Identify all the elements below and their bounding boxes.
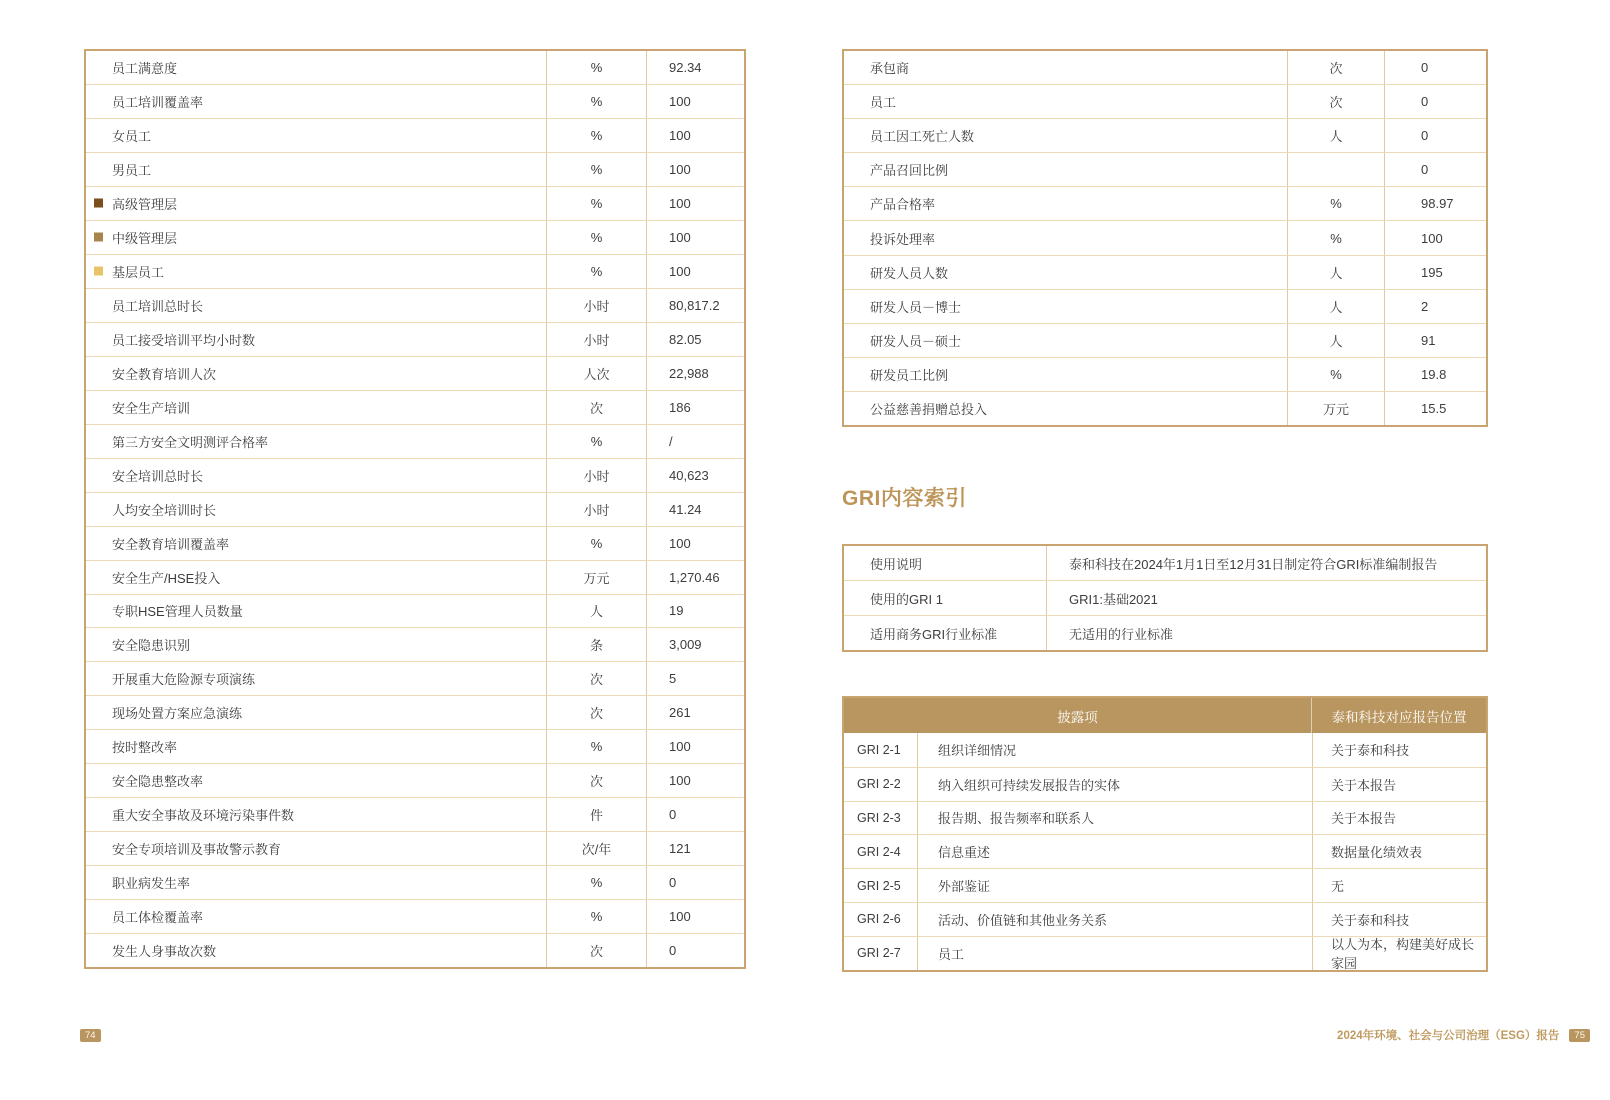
table-row xyxy=(86,526,744,560)
metric-label-text: 产品合格率 xyxy=(870,197,936,213)
metric-label-text: 男员工 xyxy=(112,162,152,178)
metric-label xyxy=(844,153,1287,186)
metric-label xyxy=(86,798,546,831)
footer-report-title: 2024年环境、社会与公司治理（ESG）报告 xyxy=(1337,1030,1560,1042)
metric-value: 41.24 xyxy=(646,493,744,526)
info-label: 使用的GRI 1 xyxy=(870,591,943,607)
legend-square-icon xyxy=(94,267,103,276)
gri-disclosure-item: 报告期、报告频率和联系人 xyxy=(917,802,1312,835)
metric-unit: % xyxy=(546,187,646,220)
metric-value: 100 xyxy=(646,85,744,118)
table-row xyxy=(844,84,1486,118)
metric-unit: 次 xyxy=(546,662,646,695)
metric-value: 100 xyxy=(646,255,744,288)
page-number-left: 74 xyxy=(80,1029,101,1042)
gri-code: GRI 2-6 xyxy=(857,912,901,927)
metric-label-text: 员工 xyxy=(870,95,897,111)
metric-label xyxy=(86,119,546,152)
table-row xyxy=(844,289,1486,323)
metric-unit: 万元 xyxy=(546,561,646,594)
metric-value: 186 xyxy=(646,391,744,424)
metric-unit: % xyxy=(546,730,646,763)
metric-unit: 小时 xyxy=(546,493,646,526)
table-row xyxy=(844,801,1486,835)
legend-square-icon xyxy=(94,233,103,242)
metric-label-text: 产品召回比例 xyxy=(870,163,949,179)
metric-value: 0 xyxy=(646,934,744,967)
metric-value: 40,623 xyxy=(646,459,744,492)
metric-value: / xyxy=(646,425,744,458)
metric-unit: 人 xyxy=(1287,290,1384,323)
metric-label xyxy=(86,934,546,967)
metric-label xyxy=(844,392,1287,425)
metric-value: 22,988 xyxy=(646,357,744,390)
metric-unit: % xyxy=(546,900,646,933)
table-row xyxy=(86,627,744,661)
disclosure-table-body xyxy=(844,733,1486,970)
metric-label-text: 承包商 xyxy=(870,61,910,77)
table-row xyxy=(844,186,1486,220)
metric-unit xyxy=(1287,153,1384,186)
table-row xyxy=(86,152,744,186)
metric-unit: 次 xyxy=(546,391,646,424)
table-row xyxy=(844,733,1486,767)
table-row xyxy=(86,763,744,797)
metric-unit: % xyxy=(546,85,646,118)
gri-report-location: 关于泰和科技 xyxy=(1312,903,1486,936)
info-value: GRI1:基础2021 xyxy=(1046,581,1486,615)
metric-unit: % xyxy=(546,153,646,186)
metric-unit: % xyxy=(546,425,646,458)
metric-label-text: 女员工 xyxy=(112,128,152,144)
info-label: 使用说明 xyxy=(870,556,923,572)
table-row xyxy=(844,615,1486,650)
metric-value: 0 xyxy=(1384,119,1486,152)
metric-label xyxy=(86,493,546,526)
gri-report-location: 关于本报告 xyxy=(1312,768,1486,801)
metric-unit: 次 xyxy=(546,696,646,729)
metric-label-text: 安全教育培训覆盖率 xyxy=(112,536,230,552)
metric-label xyxy=(86,85,546,118)
table-row xyxy=(844,391,1486,425)
metric-value: 100 xyxy=(646,119,744,152)
metric-label-text: 员工接受培训平均小时数 xyxy=(112,332,256,348)
metric-unit: 次/年 xyxy=(546,832,646,865)
metric-label xyxy=(86,866,546,899)
metric-label-text: 开展重大危险源专项演练 xyxy=(112,672,256,688)
metric-label-text: 研发人员－硕士 xyxy=(870,333,962,349)
metric-label-text: 公益慈善捐赠总投入 xyxy=(870,401,988,417)
info-label: 适用商务GRI行业标准 xyxy=(870,626,998,642)
metric-label-text: 员工体检覆盖率 xyxy=(112,910,204,926)
table-row xyxy=(844,902,1486,936)
metric-label xyxy=(86,255,546,288)
table-row xyxy=(844,834,1486,868)
metric-unit: % xyxy=(1287,187,1384,220)
metric-label xyxy=(86,696,546,729)
metric-unit: % xyxy=(546,866,646,899)
metric-label xyxy=(844,221,1287,254)
disclosure-table-header xyxy=(844,698,1486,733)
gri-code: GRI 2-5 xyxy=(857,878,901,893)
table-row xyxy=(86,84,744,118)
table-row xyxy=(86,933,744,967)
metric-label-text: 研发人员人数 xyxy=(870,265,949,281)
metric-label-text: 研发员工比例 xyxy=(870,367,949,383)
disclosure-column-header: 披露项 xyxy=(844,698,1312,733)
metric-unit: 人 xyxy=(1287,324,1384,357)
metric-label-text: 中级管理层 xyxy=(112,230,178,246)
metric-value: 92.34 xyxy=(646,51,744,84)
metric-value: 100 xyxy=(646,187,744,220)
gri-disclosure-item: 员工 xyxy=(917,937,1312,970)
metric-label-text: 安全生产培训 xyxy=(112,400,191,416)
gri-section-heading: GRI内容索引 xyxy=(842,487,967,510)
metric-value: 100 xyxy=(646,730,744,763)
metric-value: 100 xyxy=(646,764,744,797)
employee-safety-metrics-table xyxy=(84,49,746,969)
gri-code: GRI 2-4 xyxy=(857,844,901,859)
metric-label-text: 安全隐患识别 xyxy=(112,638,191,654)
table-row xyxy=(844,152,1486,186)
metric-unit: 人 xyxy=(1287,256,1384,289)
metric-label xyxy=(86,289,546,322)
gri-report-location: 数据量化绩效表 xyxy=(1312,835,1486,868)
metric-label xyxy=(86,221,546,254)
metric-label xyxy=(86,628,546,661)
table-row xyxy=(86,51,744,84)
metric-label-text: 投诉处理率 xyxy=(870,231,936,247)
metric-value: 82.05 xyxy=(646,323,744,356)
metric-unit: % xyxy=(546,221,646,254)
info-value: 无适用的行业标准 xyxy=(1046,616,1486,650)
metric-label-text: 员工培训总时长 xyxy=(112,298,204,314)
table-row xyxy=(844,580,1486,615)
gri-report-location: 关于泰和科技 xyxy=(1312,733,1486,767)
metric-value: 98.97 xyxy=(1384,187,1486,220)
metric-label xyxy=(86,153,546,186)
gri-disclosure-item: 纳入组织可持续发展报告的实体 xyxy=(917,768,1312,801)
table-row xyxy=(86,865,744,899)
metric-unit: 次 xyxy=(1287,51,1384,84)
table-row xyxy=(86,695,744,729)
table-row xyxy=(86,288,744,322)
gri-disclosure-item: 组织详细情况 xyxy=(917,733,1312,767)
metric-value: 19.8 xyxy=(1384,358,1486,391)
metric-label xyxy=(844,85,1287,118)
table-row xyxy=(86,390,744,424)
legend-square-icon xyxy=(94,199,103,208)
metric-label xyxy=(844,187,1287,220)
metric-label xyxy=(86,662,546,695)
metric-value: 0 xyxy=(1384,51,1486,84)
gri-code: GRI 2-3 xyxy=(857,810,901,825)
table-row xyxy=(86,118,744,152)
metric-value: 5 xyxy=(646,662,744,695)
metric-label xyxy=(844,290,1287,323)
metric-label-text: 第三方安全文明测评合格率 xyxy=(112,434,269,450)
metric-unit: 小时 xyxy=(546,459,646,492)
metric-label xyxy=(86,832,546,865)
metric-value: 1,270.46 xyxy=(646,561,744,594)
table-row xyxy=(86,492,744,526)
metric-label xyxy=(86,323,546,356)
metric-value: 100 xyxy=(646,527,744,560)
gri-disclosure-item: 活动、价值链和其他业务关系 xyxy=(917,903,1312,936)
gri-report-location: 无 xyxy=(1312,869,1486,902)
table-row xyxy=(844,118,1486,152)
metric-unit: 小时 xyxy=(546,323,646,356)
gri-report-location: 关于本报告 xyxy=(1312,802,1486,835)
metric-label xyxy=(86,459,546,492)
metric-label xyxy=(86,51,546,84)
metric-value: 15.5 xyxy=(1384,392,1486,425)
metric-value: 0 xyxy=(1384,153,1486,186)
metric-label-text: 基层员工 xyxy=(112,264,165,280)
metric-unit: 次 xyxy=(1287,85,1384,118)
metric-label xyxy=(86,357,546,390)
metric-label-text: 员工因工死亡人数 xyxy=(870,129,975,145)
metric-label xyxy=(844,51,1287,84)
metric-label xyxy=(86,900,546,933)
metric-label-text: 安全专项培训及事故警示教育 xyxy=(112,842,282,858)
metric-label-text: 按时整改率 xyxy=(112,740,178,756)
metric-unit: 件 xyxy=(546,798,646,831)
table-row xyxy=(86,797,744,831)
metric-unit: 人次 xyxy=(546,357,646,390)
table-row xyxy=(844,255,1486,289)
table-row xyxy=(844,357,1486,391)
metric-label xyxy=(86,561,546,594)
gri-disclosure-table xyxy=(842,696,1488,972)
metric-label xyxy=(86,187,546,220)
gri-disclosure-item: 信息重述 xyxy=(917,835,1312,868)
table-row xyxy=(86,458,744,492)
table-row xyxy=(86,322,744,356)
gri-code: GRI 2-7 xyxy=(857,946,901,961)
table-row xyxy=(844,546,1486,580)
metric-value: 100 xyxy=(646,900,744,933)
metric-label-text: 职业病发生率 xyxy=(112,876,191,892)
metric-unit: % xyxy=(546,255,646,288)
metric-unit: 次 xyxy=(546,934,646,967)
table-row xyxy=(86,831,744,865)
gri-usage-table xyxy=(842,544,1488,652)
gri-disclosure-item: 外部鉴证 xyxy=(917,869,1312,902)
table-row xyxy=(86,186,744,220)
product-rnd-charity-metrics-table xyxy=(842,49,1488,427)
metric-label-text: 人均安全培训时长 xyxy=(112,502,217,518)
metric-label xyxy=(86,595,546,628)
metric-label-text: 员工满意度 xyxy=(112,60,178,76)
metric-value: 121 xyxy=(646,832,744,865)
metric-label xyxy=(86,391,546,424)
table-row xyxy=(844,323,1486,357)
metric-label-text: 研发人员－博士 xyxy=(870,299,962,315)
table-row xyxy=(86,899,744,933)
metric-value: 19 xyxy=(646,595,744,628)
table-row xyxy=(86,729,744,763)
metric-value: 2 xyxy=(1384,290,1486,323)
metric-label-text: 安全生产/HSE投入 xyxy=(112,570,221,586)
metric-label xyxy=(86,764,546,797)
metric-unit: 条 xyxy=(546,628,646,661)
page-number-right: 75 xyxy=(1569,1029,1590,1042)
metric-value: 0 xyxy=(646,798,744,831)
table-row xyxy=(844,51,1486,84)
metric-label xyxy=(844,324,1287,357)
metric-value: 0 xyxy=(1384,85,1486,118)
table-row xyxy=(844,868,1486,902)
metric-value: 100 xyxy=(646,221,744,254)
table-row xyxy=(86,661,744,695)
metric-value: 100 xyxy=(1384,221,1486,254)
metric-value: 0 xyxy=(646,866,744,899)
metric-label xyxy=(86,425,546,458)
metric-label-text: 员工培训覆盖率 xyxy=(112,94,204,110)
metric-unit: % xyxy=(546,527,646,560)
metric-label xyxy=(844,256,1287,289)
gri-code: GRI 2-2 xyxy=(857,777,901,792)
location-column-header: 泰和科技对应报告位置 xyxy=(1331,709,1467,725)
metric-value: 91 xyxy=(1384,324,1486,357)
metric-label xyxy=(86,730,546,763)
metric-label-text: 高级管理层 xyxy=(112,196,178,212)
metric-unit: 人 xyxy=(546,595,646,628)
info-value: 泰和科技在2024年1月1日至12月31日制定符合GRI标准编制报告 xyxy=(1046,546,1486,580)
metric-label-text: 发生人身事故次数 xyxy=(112,944,217,960)
gri-code: GRI 2-1 xyxy=(857,742,901,757)
metric-unit: % xyxy=(1287,358,1384,391)
table-row xyxy=(844,936,1486,970)
metric-label-text: 专职HSE管理人员数量 xyxy=(112,604,243,620)
metric-unit: % xyxy=(546,119,646,152)
metric-unit: 人 xyxy=(1287,119,1384,152)
metric-unit: 次 xyxy=(546,764,646,797)
metric-label-text: 安全教育培训人次 xyxy=(112,366,217,382)
metric-unit: 万元 xyxy=(1287,392,1384,425)
table-row xyxy=(86,424,744,458)
table-row xyxy=(86,254,744,288)
metric-unit: % xyxy=(546,51,646,84)
report-footer xyxy=(1337,1027,1590,1043)
metric-label-text: 重大安全事故及环境污染事件数 xyxy=(112,808,295,824)
metric-value: 100 xyxy=(646,153,744,186)
gri-report-location: 以人为本，构建美好成长家园 xyxy=(1312,937,1486,970)
metric-label xyxy=(86,527,546,560)
metric-value: 3,009 xyxy=(646,628,744,661)
metric-unit: % xyxy=(1287,221,1384,254)
table-row xyxy=(844,220,1486,254)
metric-label xyxy=(844,119,1287,152)
table-row xyxy=(844,767,1486,801)
table-row xyxy=(86,356,744,390)
metric-value: 261 xyxy=(646,696,744,729)
metric-label-text: 安全隐患整改率 xyxy=(112,774,204,790)
metric-unit: 小时 xyxy=(546,289,646,322)
metric-label xyxy=(844,358,1287,391)
metric-label-text: 安全培训总时长 xyxy=(112,468,204,484)
table-row xyxy=(86,220,744,254)
table-row xyxy=(86,560,744,594)
metric-value: 195 xyxy=(1384,256,1486,289)
metric-label-text: 现场处置方案应急演练 xyxy=(112,706,243,722)
metric-value: 80,817.2 xyxy=(646,289,744,322)
table-row xyxy=(86,594,744,628)
